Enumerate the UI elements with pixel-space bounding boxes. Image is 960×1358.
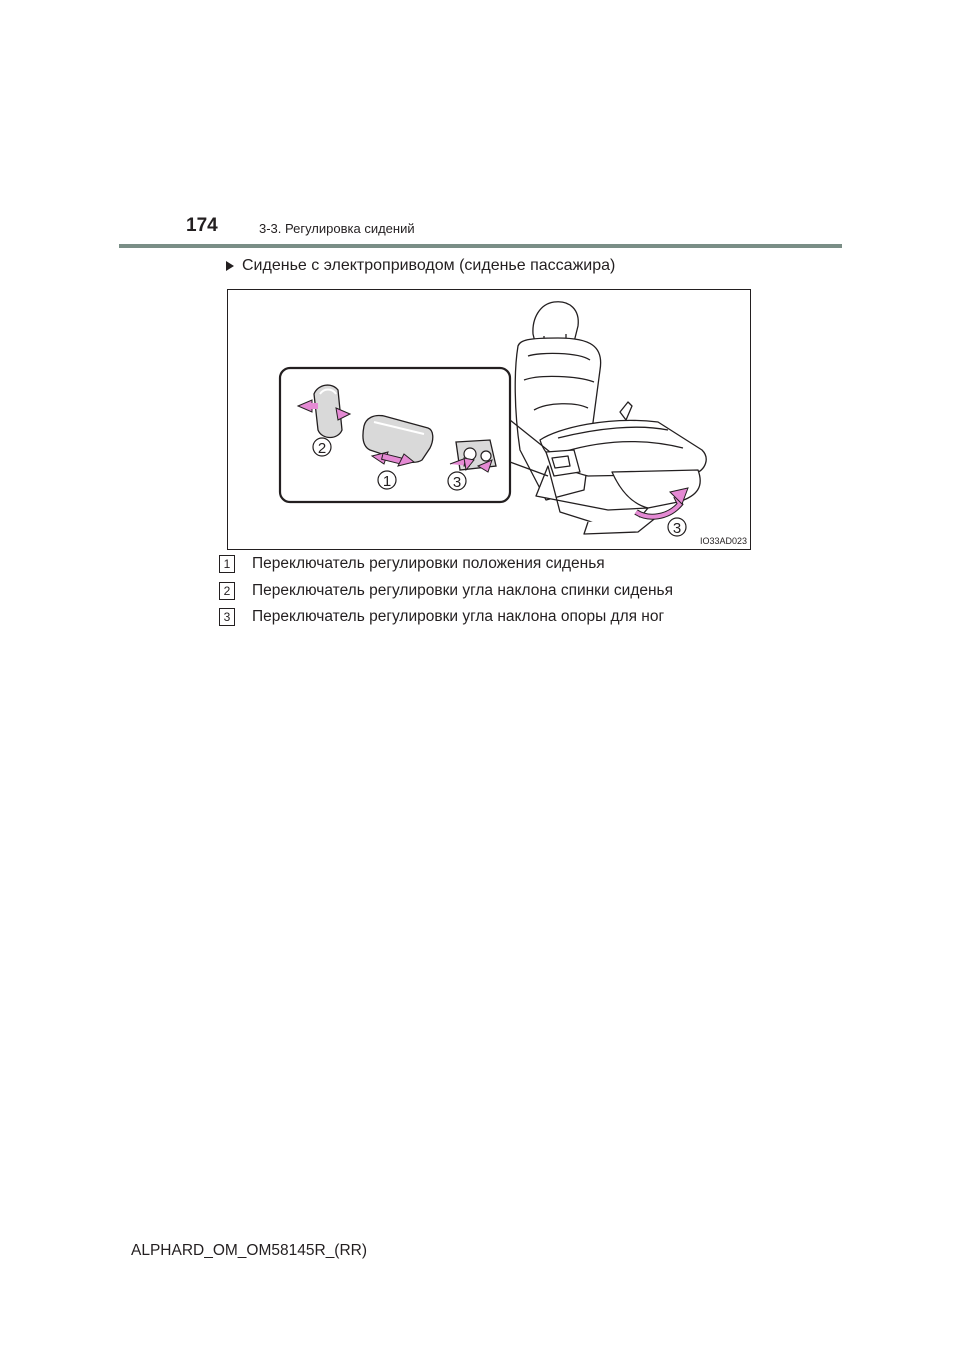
callout-2: 2 bbox=[317, 440, 327, 457]
item-text: Переключатель регулировки угла наклона спинки сиденья bbox=[252, 582, 674, 599]
seat-illustration bbox=[227, 289, 751, 550]
list-item bbox=[219, 608, 664, 626]
subheading bbox=[226, 257, 615, 275]
item-text: Переключатель регулировки положения сиденья bbox=[252, 555, 605, 572]
figure-code: IO33AD023 bbox=[699, 536, 747, 546]
page-number: 174 bbox=[186, 215, 218, 236]
callout-3-inset: 3 bbox=[452, 474, 462, 491]
callout-3-seat: 3 bbox=[672, 520, 682, 537]
section-title: 3-3. Регулировка сидений bbox=[259, 221, 415, 236]
item-text: Переключатель регулировки угла наклона опоры для ног bbox=[252, 608, 665, 625]
callout-1: 1 bbox=[382, 473, 392, 490]
seat-drawing bbox=[228, 290, 750, 549]
list-item bbox=[219, 582, 673, 600]
list-item bbox=[219, 555, 605, 573]
footer-code: ALPHARD_OM_OM58145R_(RR) bbox=[131, 1242, 368, 1259]
header-rule bbox=[119, 244, 842, 248]
item-number: 2 bbox=[219, 582, 235, 600]
triangle-bullet-icon bbox=[226, 261, 234, 271]
subheading-text: Сиденье с электроприводом (сиденье пассажира) bbox=[242, 257, 616, 274]
item-number: 1 bbox=[219, 555, 235, 573]
item-number: 3 bbox=[219, 608, 235, 626]
